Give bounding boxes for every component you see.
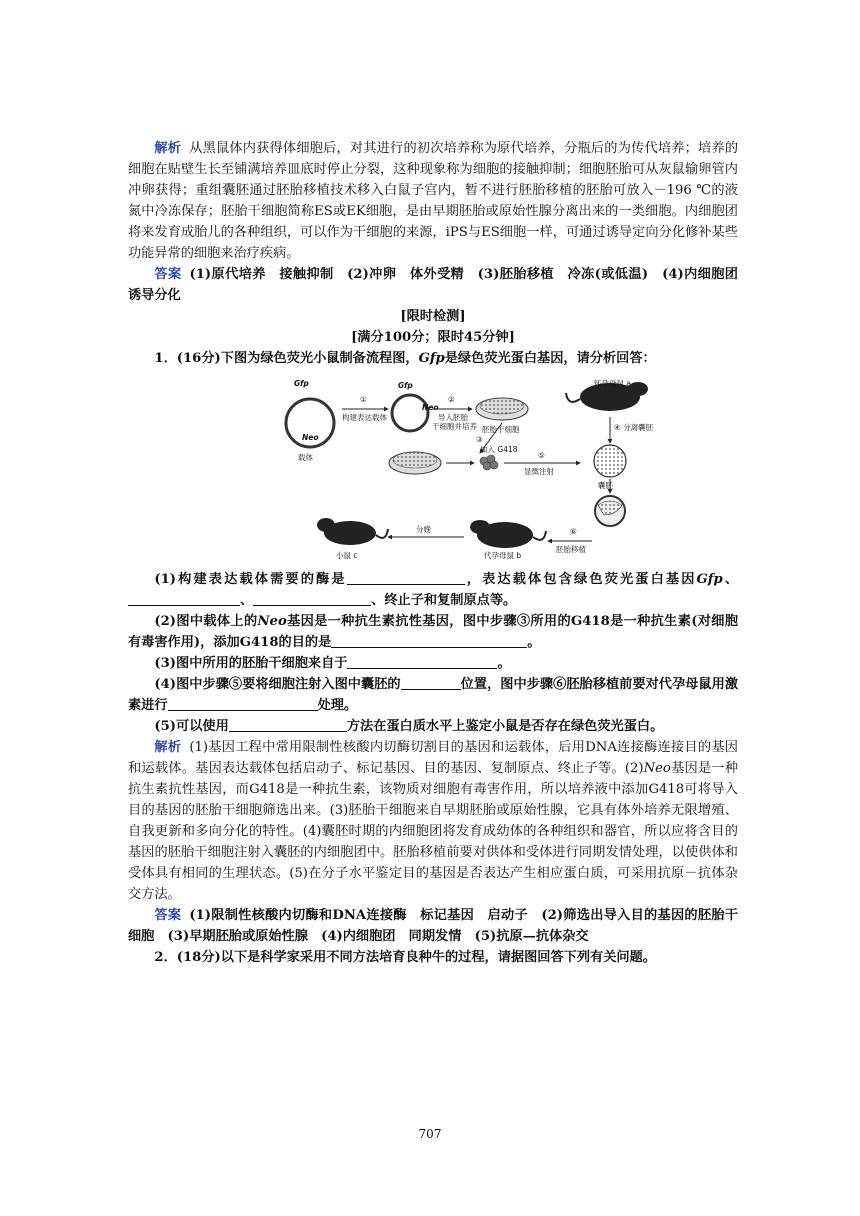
question-1-part-4: (4)图中步骤⑤要将细胞注射入图中囊胚的 位置，图中步骤⑥胚胎移植前要对代孕母鼠用激素进行 处理。	[128, 677, 739, 713]
step-3-text: 加入 G418	[480, 445, 518, 454]
step-2-text-b: 干细胞并培养	[432, 422, 477, 431]
gfp-label-2: Gfp	[398, 381, 413, 390]
vector-label: 载体	[298, 453, 313, 462]
question-1-part-2: (2)图中载体上的Neo基因是一种抗生素抗性基因，图中步骤③所用的G418是一种抗生素(对细胞有毒害作用)，添加G418的目的是 。	[128, 614, 739, 650]
explanation-tag: 解析	[154, 740, 182, 755]
answer-blank	[253, 591, 371, 606]
section-heading: [限时检测]	[400, 309, 466, 324]
step-2-text-a: 导入胚胎	[438, 413, 468, 422]
stem-cells-label: 胚胎干细胞	[482, 425, 520, 434]
mouse-c-graphic	[317, 518, 388, 545]
step-6-text: 胚胎移植	[556, 545, 586, 554]
answer-blank	[331, 633, 527, 648]
question-1-part-5: (5)可以使用 方法在蛋白质水平上鉴定小鼠是否存在绿色荧光蛋白。	[154, 719, 664, 734]
step-4-label: ④ 分离囊胚	[614, 423, 654, 432]
mouse-preparation-diagram	[280, 375, 690, 565]
diagram-graphics	[280, 375, 690, 565]
early-embryo	[594, 445, 626, 477]
answer-blank	[401, 675, 461, 690]
step-3-number: ③	[476, 435, 483, 444]
question-2-intro: 2．(18分)以下是科学家采用不同方法培育良种牛的过程，请据图回答下列有关问题。	[154, 950, 656, 965]
explanation-2: 解析 (1)基因工程中常用限制性核酸内切酶切割目的基因和运载体，后用DNA连接酶连接目的基因和运载体。基因表达载体包括启动子、标记基因、目的基因、复制原点、终止子等。(2)Neo基因是一种抗生素抗性基因，而G418是一种抗生素，该物质对细胞有毒害作用，所以培养液中添加G418可将导入目的基因的胚胎干细胞筛选出来。(3)胚胎干细胞来自早期胚胎或原始性腺，它具有体外培养无限增殖、自我更新和多向分化的特性。(4)囊胚时期的内细胞团将发育成幼体的各种组织和器官，所以应将含目的基因的胚胎干细胞注射入囊胚的内细胞团中。胚胎移植前要对供体和受体进行同期发情处理，以使供体和受体具有相同的生理状态。(5)在分子水平鉴定目的基因是否表达产生相应蛋白质，可采用抗原－抗体杂交方法。	[128, 740, 739, 902]
step-5-text: 显微注射	[524, 467, 554, 476]
question-1-part-3: (3)图中所用的胚胎干细胞来自于 。	[154, 656, 511, 671]
surrogate-mouse-label: 代孕母鼠 b	[484, 551, 522, 560]
gfp-label: Gfp	[294, 379, 309, 388]
section-subheading: [满分100分；限时45分钟]	[351, 330, 515, 345]
step-5-number: ⑤	[538, 451, 545, 460]
answer-tag: 答案	[154, 267, 182, 282]
page-number: 707	[418, 1127, 442, 1141]
answer-blank	[347, 570, 465, 585]
step-1-number: ①	[360, 395, 367, 404]
step-1-text: 构建表达载体	[342, 413, 387, 422]
pregnant-mouse-a-label: 怀孕母鼠 a	[594, 379, 631, 388]
recombinant-plasmid	[392, 395, 428, 431]
neo-label-2: Neo	[422, 403, 439, 412]
explanation-1: 解析 从黑鼠体内获得体细胞后，对其进行的初次培养称为原代培养，分瓶后的为传代培养；培养的细胞在贴壁生长至铺满培养皿底时停止分裂，这种现象称为细胞的接触抑制；细胞胚胎可从灰鼠输卵管内冲卵获得；重组囊胚通过胚胎移植技术移入白鼠子宫内，暂不进行胚胎移植的胚胎可放入－196 ℃的液氮中冷冻保存；胚胎干细胞简称ES或EK细胞，是由早期胚胎或原始性腺分离出来的一类细胞。内细胞团将来发育成胎儿的各种组织，可以作为干细胞的来源，iPS与ES细胞一样，可通过诱导定向分化修补某些功能异常的细胞来治疗疾病。	[128, 141, 739, 261]
answer-tag: 答案	[154, 908, 182, 923]
answer-blank	[347, 654, 497, 669]
step-6-number: ⑥	[570, 527, 577, 536]
answer-blank	[229, 717, 347, 732]
neo-label: Neo	[302, 433, 319, 442]
question-1-part-1: (1)构建表达载体需要的酶是 ，表达载体包含绿色荧光蛋白基因Gfp、、 、终止子和复制原点等。	[128, 569, 738, 611]
step-2-number: ②	[448, 395, 455, 404]
answer-blank	[168, 696, 318, 711]
question-1-intro: 1．(16分)下图为绿色荧光小鼠制备流程图，Gfp是绿色荧光蛋白基因，请分析回答：	[154, 351, 656, 366]
birth-label: 分娩	[416, 525, 431, 534]
page-content	[128, 138, 752, 968]
answer-2: 答案 (1)限制性核酸内切酶和DNA连接酶 标记基因 启动子 (2)筛选出导入目的基因的胚胎干细胞 (3)早期胚胎或原始性腺 (4)内细胞团 同期发情 (5)抗原—抗体杂交	[128, 908, 738, 944]
mouse-c-label: 小鼠 c	[336, 551, 358, 560]
answer-1: 答案 (1)原代培养 接触抑制 (2)冲卵 体外受精 (3)胚胎移植 冷冻(或低温) (4)内细胞团 诱导分化	[128, 267, 752, 303]
explanation-tag: 解析	[154, 141, 182, 156]
answer-blank	[128, 591, 240, 606]
selected-cells	[480, 455, 498, 470]
blastocyst-label: 囊胚	[598, 481, 613, 490]
surrogate-mouse-b-graphic	[470, 520, 546, 548]
